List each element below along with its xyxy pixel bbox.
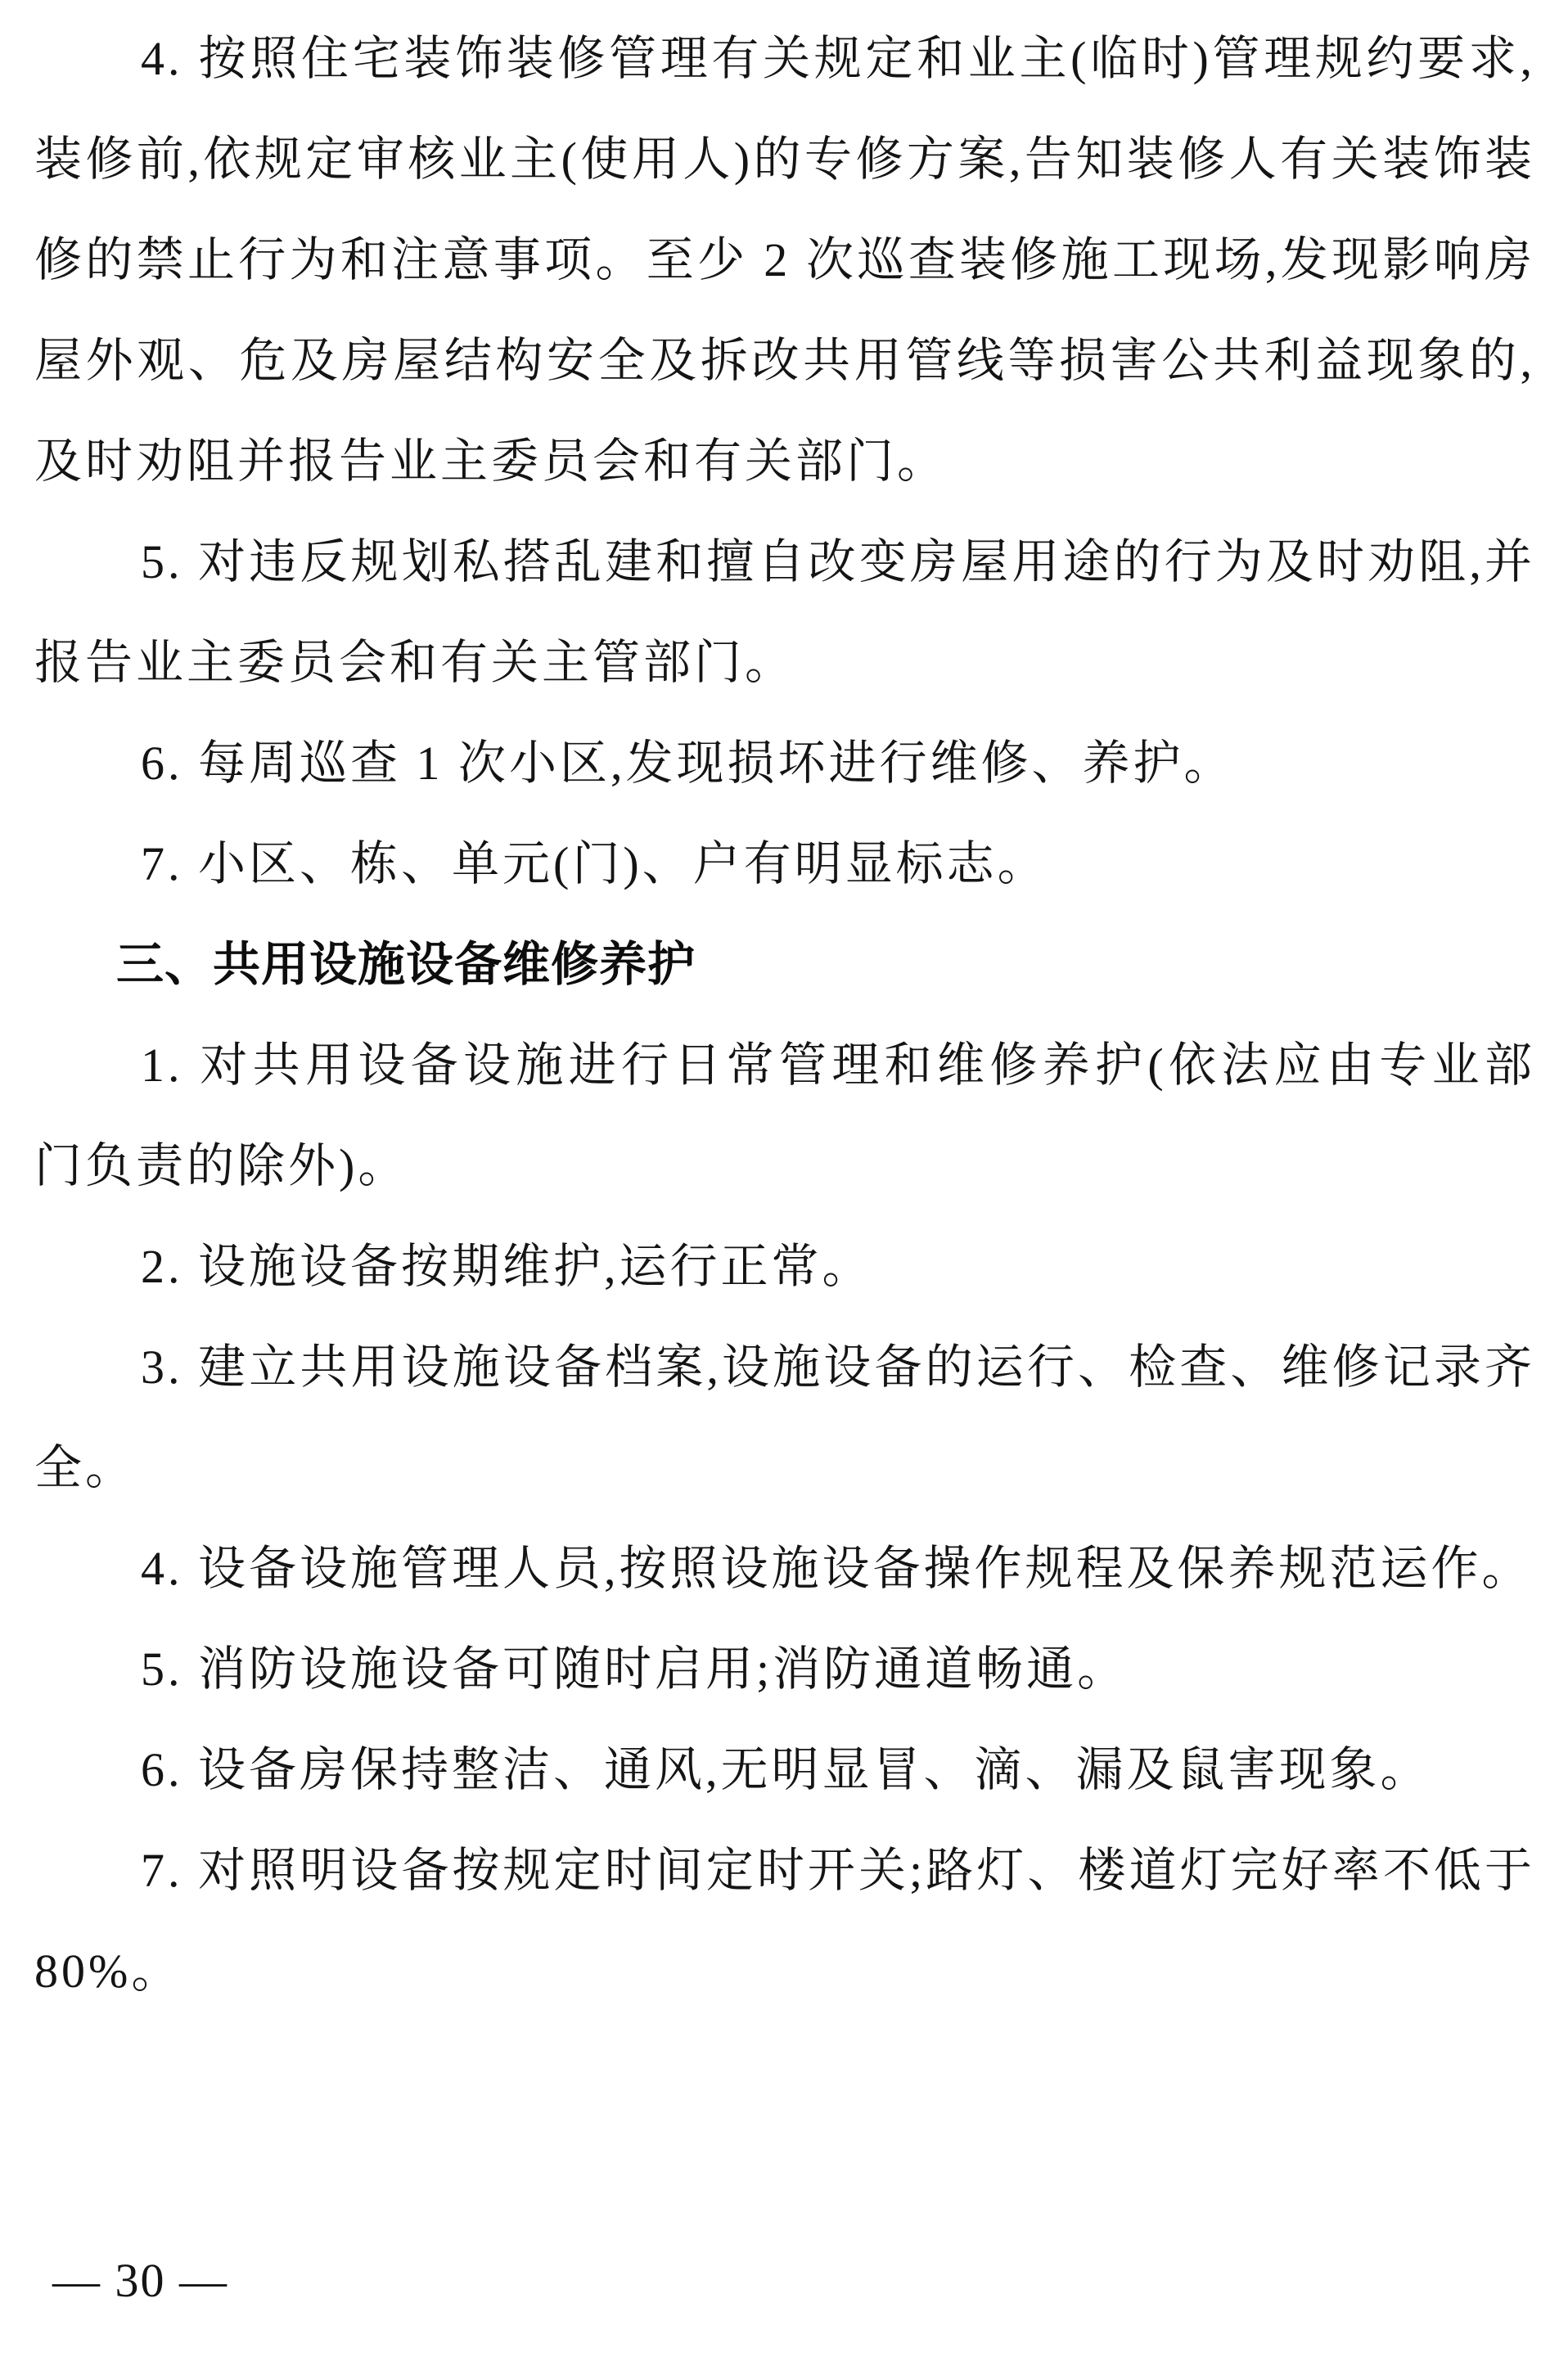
list-item-7-lighting: 7. 对照明设备按规定时间定时开关;路灯、楼道灯完好率不低于 80%。: [34, 1844, 1535, 1998]
list-item-4-decoration: 4. 按照住宅装饰装修管理有关规定和业主(临时)管理规约要求,装修前,依规定审核业主(使用人)的专修方案,告知装修人有关装饰装修的禁止行为和注意事项。至少 2 次巡查装修施工现场,发现影响房屋外观、危及房屋结构安全及拆改共用管线等损害公共利益现象的,及时劝阻并报告业主委员会和有关部门。: [34, 32, 1535, 488]
list-item-1-daily-management: 1. 对共用设备设施进行日常管理和维修养护(依法应由专业部门负责的除外)。: [34, 1039, 1535, 1192]
list-item-4-operation-rules: 4. 设备设施管理人员,按照设施设备操作规程及保养规范运作。: [141, 1542, 1533, 1595]
document-body: [34, 8, 1535, 2021]
list-item-2-scheduled-maintenance: 2. 设施设备按期维护,运行正常。: [141, 1240, 873, 1293]
list-item-6-weekly-patrol: 6. 每周巡查 1 次小区,发现损坏进行维修、养护。: [141, 737, 1235, 790]
list-item-5-fire-equipment: 5. 消防设施设备可随时启用;消防通道畅通。: [141, 1642, 1129, 1696]
list-item-5-illegal-construction: 5. 对违反规划私搭乱建和擅自改变房屋用途的行为及时劝阻,并报告业主委员会和有关主管部门。: [34, 535, 1535, 689]
list-item-6-equipment-room: 6. 设备房保持整洁、通风,无明显冒、滴、漏及鼠害现象。: [141, 1743, 1431, 1796]
page-number: — 30 —: [52, 2254, 228, 2307]
list-item-3-equipment-files: 3. 建立共用设施设备档案,设施设备的运行、检查、维修记录齐全。: [34, 1340, 1535, 1494]
list-item-7-signage: 7. 小区、栋、单元(门)、户有明显标志。: [141, 837, 1048, 890]
section-heading: 三、共用设施设备维修养护: [116, 938, 696, 991]
